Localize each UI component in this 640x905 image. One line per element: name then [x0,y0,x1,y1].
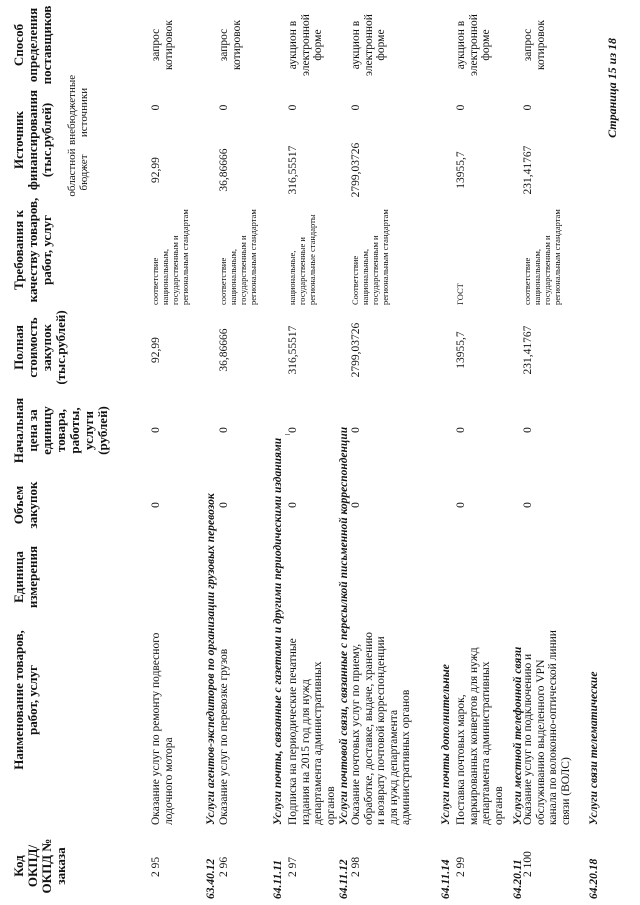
header-name: Наименование товаров, работ, услуг [11,630,40,770]
table-row [522,0,584,905]
section-code: 64.11.11 [272,860,284,899]
total-value: 2799,03726 [350,322,362,378]
section-row [205,0,218,905]
price-value: 0 [350,427,362,433]
volume-value: 0 [287,502,299,508]
table-row [287,0,335,905]
extra-budget-value: 0 [287,104,299,111]
regional-budget-value: 231,41767 [522,145,534,195]
item-name: Поставка почтовых марок, маркированных конвертов для нужд департамента административных органов [455,647,505,825]
regional-budget-value: 13955,7 [455,151,467,189]
total-value: 13955,7 [455,331,467,369]
section-name: Услуги почты, связанные с газетами и другими периодическими изданиями [272,437,284,825]
scan-mark [285,434,290,435]
page-footer: Страница 15 из 18 [605,38,619,138]
item-name: Подписка на периодические печатные издания на 2015 год для нужд департамента административных органов [287,638,337,825]
requirements-text: соответствие национальным, государственным и региональным стандартам [150,209,190,305]
item-name: Оказание услуг по перевозке грузов [218,648,230,825]
section-row [272,0,286,905]
section-row [588,0,601,905]
regional-budget-value: 2799,03726 [350,142,362,198]
header-price: Начальная цена за единицу товара, работы, услуги (рублей) [11,397,110,464]
requirements-text: Соответствие национальным, государственным и региональным стандартам [350,209,390,305]
requirements-text: национальные, государственные и региональные стандарты [287,214,317,305]
price-value: 0 [287,427,299,433]
requirements-text: ГОСТ [455,283,465,305]
volume-value: 0 [522,502,534,508]
order-number: 2 96 [218,856,230,877]
order-number: 2 99 [455,856,467,877]
header-code: Код ОКПД/ ОКПД № заказа [11,838,68,894]
header-funding-regional: областной бюджет [66,148,90,197]
extra-budget-value: 0 [218,104,230,111]
extra-budget-value: 0 [522,104,534,111]
header-requirements: Требования к качеству товаров, работ, услуг [11,197,54,303]
order-number: 2 97 [287,856,299,877]
section-row [440,0,454,905]
volume-value: 0 [455,502,467,508]
section-name: Услуги агентов-экспедиторов по организации грузовых перевозок [205,493,217,825]
total-value: 316,55517 [287,325,299,375]
extra-budget-value: 0 [150,104,162,111]
header-funding: Источник финансирования (тыс.рублей) [11,89,54,191]
regional-budget-value: 92,99 [150,157,162,183]
price-value: 0 [455,427,467,433]
section-name: Услуги связи телематические [588,671,600,825]
extra-budget-value: 0 [350,104,362,111]
header-method: Способ определения поставщиков [11,5,54,85]
order-number: 2 98 [350,856,362,877]
price-value: 0 [150,427,162,433]
extra-budget-value: 0 [455,104,467,111]
section-code: 64.11.14 [440,859,452,899]
section-name: Услуги почтовой связи, связанные с пересылкой письменной корреспонденции [338,426,350,825]
table-row [455,0,510,905]
volume-value: 0 [150,502,162,508]
section-code: 64.20.11 [512,859,524,899]
procurement-method: аукцион в электронной форме [287,14,324,76]
section-name: Услуги местной телефонной связи [512,646,524,825]
table-row [218,0,268,905]
section-code: 64.11.12 [338,859,350,899]
section-code: 64.20.18 [588,858,600,899]
price-value: 0 [522,427,534,433]
price-value: 0 [218,427,230,433]
requirements-text: соответствие национальным, государственным и региональным стандартам [522,209,562,305]
section-name: Услуги почты дополнительные [440,664,452,825]
order-number: 2 100 [522,851,534,877]
total-value: 231,41767 [522,325,534,375]
volume-value: 0 [350,502,362,508]
procurement-method: запрос котировок [522,20,547,70]
header-funding-extra: внебюджетные источники [66,74,90,145]
header-unit: Единица измерения [11,545,40,609]
section-code: 63.40.12 [205,858,217,899]
header-total: Полная стоимость закупок (тыс.рублей) [11,310,68,385]
procurement-method: запрос котировок [218,20,243,70]
regional-budget-value: 36,86666 [218,148,230,192]
order-number: 2 95 [150,856,162,877]
item-name: Оказание почтовых услуг по приему, обработке, доставке, выдаче, хранению и возврату почтовой корреспонденции для нужд департамента административных органов [350,632,412,825]
item-name: Оказание услуг по подключению и обслуживанию выделенного VPN канала по волоконно-оптической линии связи (ВОЛС) [522,630,572,825]
procurement-method: аукцион в электронной форме [350,14,387,76]
item-name: Оказание услуг по ремонту подвесного лодочного мотора [150,632,175,825]
total-value: 92,99 [150,337,162,363]
regional-budget-value: 316,55517 [287,145,299,195]
total-value: 36,86666 [218,328,230,372]
volume-value: 0 [218,502,230,508]
section-row [338,0,350,905]
procurement-method: запрос котировок [150,20,175,70]
requirements-text: соответствие национальным, государственным и региональным стандартам [218,209,258,305]
table-row [350,0,435,905]
header-volume: Объем закупок [11,481,40,529]
procurement-method: аукцион в электронной форме [455,14,492,76]
table-row [150,0,202,905]
